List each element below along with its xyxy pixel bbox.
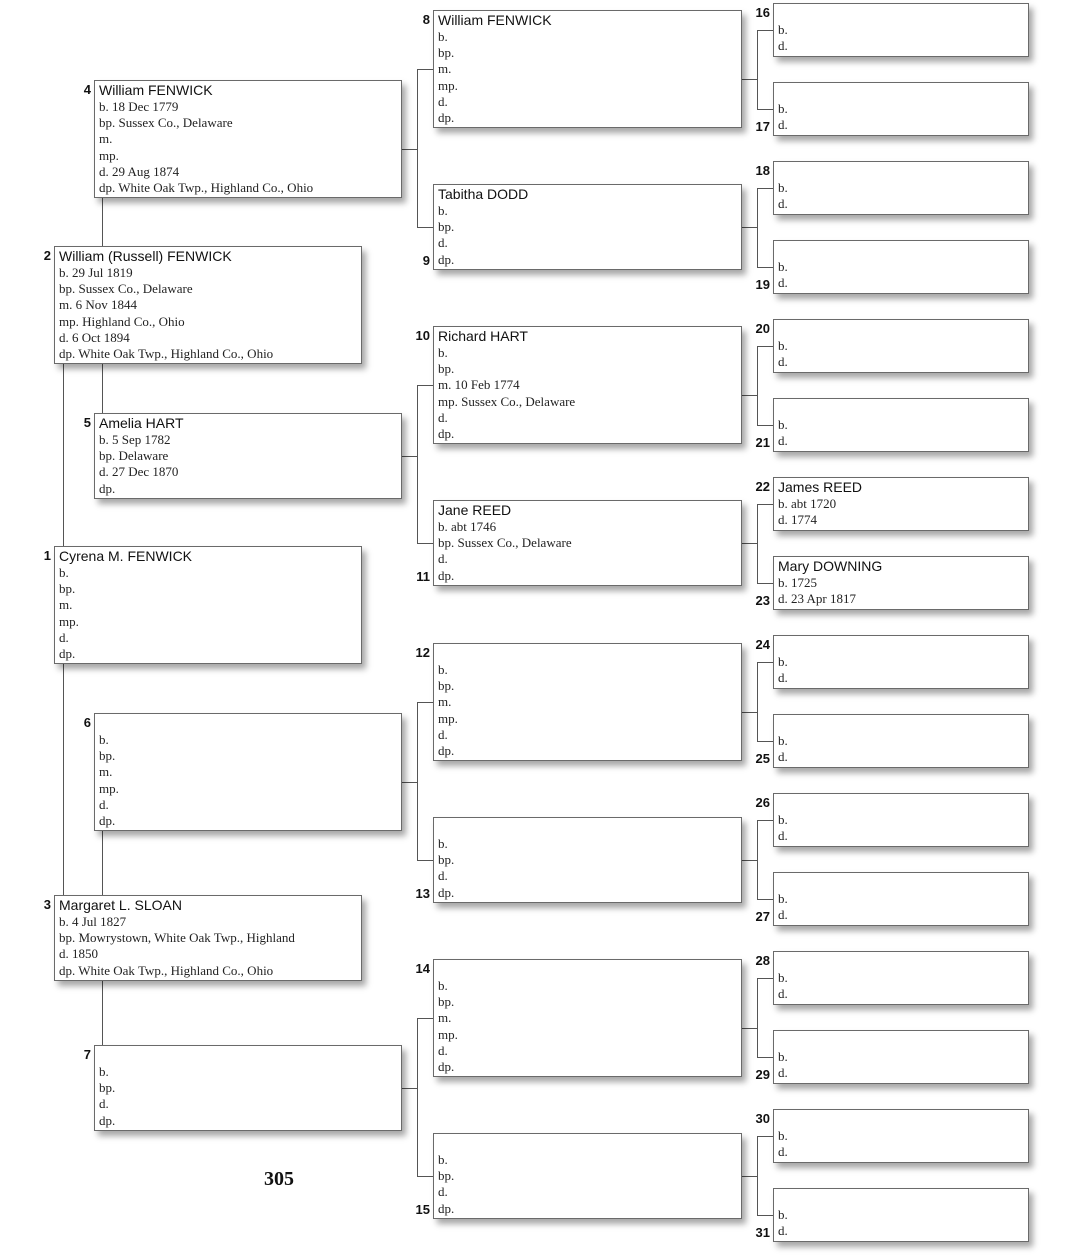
person-detail-line: b. — [438, 29, 448, 44]
person-detail-line: bp. Sussex Co., Delaware — [99, 115, 233, 131]
person-detail-line: b. — [778, 1049, 788, 1064]
person-detail-line: dp. — [438, 884, 455, 900]
person-detail-line: b. — [99, 1064, 109, 1079]
person-name — [438, 1135, 737, 1152]
person-detail-line: d. 1774 — [778, 512, 817, 528]
person-name — [778, 637, 1024, 654]
person-detail-line: mp. — [99, 780, 119, 796]
person-box-7[interactable] — [94, 1045, 402, 1131]
person-number: 16 — [755, 5, 770, 20]
person-detail-line: m. — [99, 131, 113, 147]
connector-line — [742, 79, 757, 80]
person-detail-line: mp. — [438, 77, 458, 93]
person-detail-line: mp. Sussex Co., Delaware — [438, 393, 576, 409]
person-detail-line: bp. — [99, 748, 116, 764]
person-detail-line: bp. Sussex Co., Delaware — [59, 281, 193, 297]
person-box-18[interactable] — [773, 161, 1029, 215]
person-box-31[interactable] — [773, 1188, 1029, 1242]
person-number: 25 — [755, 751, 770, 766]
person-detail-line: d. — [438, 93, 448, 109]
person-number: 10 — [415, 328, 430, 343]
person-detail-line: b. — [778, 654, 788, 669]
person-number: 29 — [755, 1067, 770, 1082]
connector-line — [417, 1176, 433, 1177]
person-detail-line: d. — [438, 1184, 448, 1200]
person-box-26[interactable] — [773, 793, 1029, 847]
person-detail-line: d. — [778, 275, 788, 291]
person-number: 13 — [415, 886, 430, 901]
person-detail-line: mp. — [438, 1026, 458, 1042]
person-box-28[interactable] — [773, 951, 1029, 1005]
person-name: Richard HART — [438, 328, 528, 344]
connector-line — [742, 860, 757, 861]
connector-line — [757, 1215, 773, 1216]
person-detail-line: m. — [438, 694, 452, 710]
person-number: 5 — [83, 415, 91, 430]
person-detail-line: d. 1850 — [59, 946, 98, 962]
person-box-1[interactable] — [54, 546, 362, 664]
person-detail-line: m. 10 Feb 1774 — [438, 377, 520, 393]
person-detail-line: b. — [778, 180, 788, 195]
person-detail-line: d. — [778, 354, 788, 370]
person-number: 20 — [755, 321, 770, 336]
person-box-2[interactable] — [54, 246, 362, 364]
connector-line — [757, 1057, 773, 1058]
person-name — [778, 5, 1024, 22]
person-detail-line: d. — [778, 670, 788, 686]
person-detail-line: dp. — [99, 813, 116, 829]
person-detail-line: b. — [778, 1128, 788, 1143]
person-detail-line: d. — [438, 551, 448, 567]
connector-line — [757, 820, 758, 899]
person-number: 24 — [755, 637, 770, 652]
connector-line — [757, 30, 758, 109]
person-name — [778, 84, 1024, 101]
person-box-4[interactable] — [94, 80, 402, 198]
person-name: Margaret L. SLOAN — [59, 897, 182, 913]
connector-line — [757, 30, 773, 31]
person-box-10[interactable] — [433, 326, 742, 444]
person-detail-line: m. 6 Nov 1844 — [59, 297, 137, 313]
person-box-3[interactable] — [54, 895, 362, 981]
person-detail-line: d. 23 Apr 1817 — [778, 591, 856, 607]
person-box-25[interactable] — [773, 714, 1029, 768]
person-detail-line: b. 5 Sep 1782 — [99, 432, 171, 447]
person-name: Tabitha DODD — [438, 186, 529, 202]
connector-line — [417, 702, 418, 860]
person-detail-line: d. — [778, 828, 788, 844]
person-detail-line: dp. White Oak Twp., Highland Co., Ohio — [59, 346, 274, 362]
person-name — [438, 645, 737, 662]
person-name: James REED — [778, 479, 863, 495]
person-detail-line: b. — [778, 812, 788, 827]
person-number: 19 — [755, 277, 770, 292]
connector-line — [417, 860, 433, 861]
connector-line — [757, 188, 773, 189]
person-detail-line: b. — [438, 978, 448, 993]
connector-line — [742, 543, 757, 544]
person-detail-line: m. — [99, 764, 113, 780]
person-detail-line: b. — [438, 203, 448, 218]
person-detail-line: bp. — [438, 994, 455, 1010]
person-name: William FENWICK — [438, 12, 552, 28]
person-detail-line: bp. — [59, 581, 76, 597]
connector-line — [757, 741, 773, 742]
person-detail-line: d. — [438, 235, 448, 251]
person-box-17[interactable] — [773, 82, 1029, 136]
person-detail-line: bp. — [438, 45, 455, 61]
connector-line — [742, 1176, 757, 1177]
person-name — [778, 163, 1024, 180]
connector-line — [757, 1136, 758, 1215]
person-name — [778, 1190, 1024, 1207]
person-detail-line: dp. — [99, 480, 116, 496]
person-number: 28 — [755, 953, 770, 968]
person-number: 14 — [415, 961, 430, 976]
person-number: 21 — [755, 435, 770, 450]
person-name — [778, 953, 1024, 970]
person-detail-line: dp. White Oak Twp., Highland Co., Ohio — [99, 180, 314, 196]
person-name: Cyrena M. FENWICK — [59, 548, 193, 564]
person-detail-line: d. — [778, 38, 788, 54]
person-name — [778, 321, 1024, 338]
person-name — [778, 1032, 1024, 1049]
person-number: 3 — [43, 897, 51, 912]
person-detail-line: dp. — [438, 426, 455, 442]
person-detail-line: m. — [438, 1010, 452, 1026]
person-detail-line: b. 4 Jul 1827 — [59, 914, 127, 929]
connector-line — [757, 267, 773, 268]
person-detail-line: mp. — [438, 710, 458, 726]
person-detail-line: bp. — [438, 678, 455, 694]
person-detail-line: d. — [438, 726, 448, 742]
person-number: 26 — [755, 795, 770, 810]
person-detail-line: d. — [59, 629, 69, 645]
person-detail-line: mp. — [59, 613, 79, 629]
connector-line — [402, 782, 417, 783]
person-name: Amelia HART — [99, 415, 184, 431]
person-detail-line: mp. — [99, 147, 119, 163]
person-number: 7 — [83, 1047, 91, 1062]
person-detail-line: bp. Delaware — [99, 448, 169, 464]
connector-line — [417, 385, 433, 386]
person-name — [778, 874, 1024, 891]
person-detail-line: dp. — [438, 1059, 455, 1075]
person-detail-line: d. — [778, 1223, 788, 1239]
person-detail-line: bp. — [438, 361, 455, 377]
person-box-11[interactable] — [433, 500, 742, 586]
person-detail-line: b. 1725 — [778, 575, 817, 590]
person-detail-line: m. — [438, 61, 452, 77]
person-detail-line: dp. — [438, 110, 455, 126]
connector-line — [417, 1018, 433, 1019]
person-detail-line: b. — [778, 101, 788, 116]
connector-line — [757, 425, 773, 426]
connector-line — [742, 227, 757, 228]
person-box-15[interactable] — [433, 1133, 742, 1219]
person-box-6[interactable] — [94, 713, 402, 831]
connector-line — [757, 978, 773, 979]
connector-line — [757, 346, 773, 347]
person-number: 2 — [43, 248, 51, 263]
person-detail-line: b. abt 1746 — [438, 519, 497, 534]
connector-line — [757, 188, 758, 267]
person-detail-line: b. — [778, 338, 788, 353]
person-detail-line: dp. White Oak Twp., Highland Co., Ohio — [59, 962, 274, 978]
person-name — [778, 1111, 1024, 1128]
connector-line — [417, 385, 418, 543]
person-detail-line: b. — [778, 891, 788, 906]
person-box-22[interactable] — [773, 477, 1029, 531]
person-name — [778, 716, 1024, 733]
person-box-30[interactable] — [773, 1109, 1029, 1163]
person-box-21[interactable] — [773, 398, 1029, 452]
person-number: 12 — [415, 645, 430, 660]
person-detail-line: b. 18 Dec 1779 — [99, 99, 179, 114]
person-number: 8 — [422, 12, 430, 27]
person-detail-line: b. abt 1720 — [778, 496, 837, 511]
page-number: 305 — [264, 1168, 294, 1190]
person-box-13[interactable] — [433, 817, 742, 903]
person-detail-line: b. — [59, 565, 69, 580]
person-box-24[interactable] — [773, 635, 1029, 689]
person-name — [99, 715, 397, 732]
connector-line — [757, 504, 773, 505]
connector-line — [757, 346, 758, 425]
person-detail-line: d. — [778, 907, 788, 923]
person-box-19[interactable] — [773, 240, 1029, 294]
person-detail-line: d. 29 Aug 1874 — [99, 163, 180, 179]
person-number: 18 — [755, 163, 770, 178]
person-detail-line: d. — [778, 196, 788, 212]
person-number: 17 — [755, 119, 770, 134]
person-box-8[interactable] — [433, 10, 742, 128]
connector-line — [417, 702, 433, 703]
person-box-5[interactable] — [94, 413, 402, 499]
connector-line — [742, 395, 757, 396]
person-detail-line: d. 6 Oct 1894 — [59, 329, 130, 345]
person-name: Mary DOWNING — [778, 558, 883, 574]
connector-line — [417, 227, 433, 228]
person-box-20[interactable] — [773, 319, 1029, 373]
person-detail-line: dp. — [59, 646, 76, 662]
connector-line — [417, 543, 433, 544]
person-detail-line: bp. Sussex Co., Delaware — [438, 535, 572, 551]
person-name — [438, 961, 737, 978]
connector-line — [757, 662, 758, 741]
person-detail-line: d. — [778, 749, 788, 765]
person-name — [778, 795, 1024, 812]
connector-line — [757, 899, 773, 900]
person-number: 11 — [416, 569, 430, 584]
person-box-23[interactable] — [773, 556, 1029, 610]
person-name — [778, 242, 1024, 259]
person-detail-line: d. — [778, 1144, 788, 1160]
connector-line — [402, 1088, 417, 1089]
person-detail-line: b. — [438, 1152, 448, 1167]
connector-line — [757, 978, 758, 1057]
person-detail-line: b. — [438, 662, 448, 677]
person-number: 23 — [755, 593, 770, 608]
person-box-9[interactable] — [433, 184, 742, 270]
person-detail-line: d. — [778, 433, 788, 449]
connector-line — [402, 149, 417, 150]
person-number: 4 — [83, 82, 91, 97]
connector-line — [757, 662, 773, 663]
person-number: 9 — [422, 253, 430, 268]
person-detail-line: bp. — [438, 1168, 455, 1184]
person-box-29[interactable] — [773, 1030, 1029, 1084]
person-detail-line: d. — [99, 1096, 109, 1112]
person-detail-line: bp. Mowrystown, White Oak Twp., Highland — [59, 930, 295, 946]
person-detail-line: b. 29 Jul 1819 — [59, 265, 133, 280]
person-detail-line: b. — [778, 22, 788, 37]
connector-line — [102, 198, 103, 246]
person-number: 27 — [755, 909, 770, 924]
person-name: William (Russell) FENWICK — [59, 248, 232, 264]
person-detail-line: b. — [778, 417, 788, 432]
person-box-16[interactable] — [773, 3, 1029, 57]
person-name — [99, 1047, 397, 1064]
person-number: 6 — [83, 715, 91, 730]
person-detail-line: dp. — [99, 1112, 116, 1128]
connector-line — [417, 69, 433, 70]
connector-line — [102, 981, 103, 1045]
person-detail-line: dp. — [438, 567, 455, 583]
person-detail-line: bp. — [438, 852, 455, 868]
connector-line — [417, 69, 418, 227]
person-detail-line: bp. — [99, 1080, 116, 1096]
connector-line — [102, 831, 103, 895]
person-number: 1 — [43, 548, 51, 563]
person-detail-line: m. — [59, 597, 73, 613]
person-number: 31 — [755, 1225, 770, 1240]
connector-line — [417, 1018, 418, 1176]
person-detail-line: d. — [438, 868, 448, 884]
connector-line — [742, 712, 757, 713]
person-name — [438, 819, 737, 836]
person-name: Jane REED — [438, 502, 512, 518]
connector-line — [757, 583, 773, 584]
person-detail-line: b. — [778, 259, 788, 274]
person-detail-line: b. — [438, 345, 448, 360]
person-detail-line: mp. Highland Co., Ohio — [59, 313, 185, 329]
person-number: 22 — [755, 479, 770, 494]
person-detail-line: b. — [438, 836, 448, 851]
connector-line — [757, 109, 773, 110]
connector-line — [742, 1028, 757, 1029]
person-detail-line: d. — [778, 1065, 788, 1081]
person-detail-line: dp. — [438, 1200, 455, 1216]
connector-line — [757, 820, 773, 821]
person-detail-line: b. — [99, 732, 109, 747]
person-detail-line: d. — [99, 796, 109, 812]
person-detail-line: b. — [778, 1207, 788, 1222]
person-box-12[interactable] — [433, 643, 742, 761]
connector-line — [757, 504, 758, 583]
person-number: 15 — [415, 1202, 430, 1217]
person-number: 30 — [755, 1111, 770, 1126]
person-box-27[interactable] — [773, 872, 1029, 926]
connector-line — [757, 1136, 773, 1137]
person-detail-line: dp. — [438, 251, 455, 267]
person-detail-line: bp. — [438, 219, 455, 235]
connector-line — [402, 456, 417, 457]
person-detail-line: d. — [778, 986, 788, 1002]
person-detail-line: d. — [438, 1042, 448, 1058]
person-detail-line: d. — [778, 117, 788, 133]
person-name — [778, 400, 1024, 417]
person-detail-line: d. 27 Dec 1870 — [99, 464, 179, 480]
person-detail-line: b. — [778, 733, 788, 748]
person-detail-line: dp. — [438, 743, 455, 759]
person-detail-line: d. — [438, 409, 448, 425]
person-box-14[interactable] — [433, 959, 742, 1077]
connector-line — [102, 364, 103, 413]
person-name: William FENWICK — [99, 82, 213, 98]
person-detail-line: b. — [778, 970, 788, 985]
